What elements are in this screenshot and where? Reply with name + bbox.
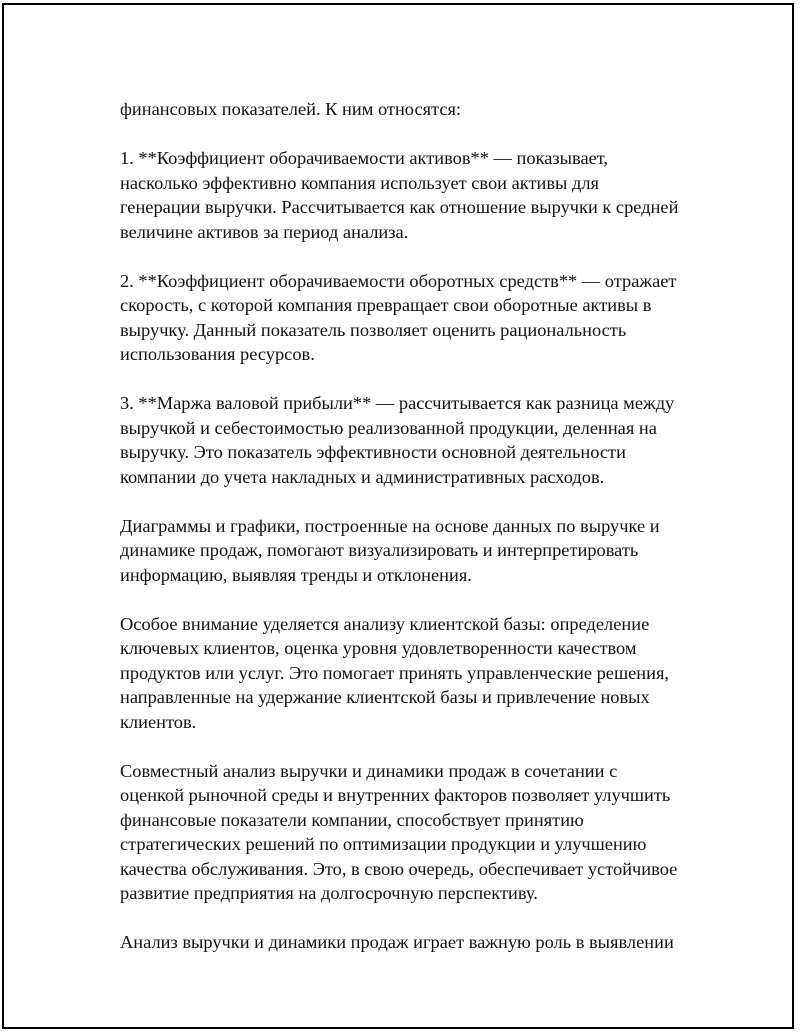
paragraph-joint-analysis [120,759,700,906]
text-line: ключевых клиентов, оценка уровня удовлетворенности качеством [120,638,637,658]
text-line: 2. **Коэффициент оборачиваемости оборотных средств** — отражает [120,270,677,291]
text-line: Особое внимание уделяется анализу клиентской базы: определение [120,613,650,634]
text-line: клиентов. [120,711,197,732]
text-line: направленные на удержание клиентской базы и привлечение новых [120,687,650,707]
text-line: стратегических решений по оптимизации продукции и улучшению [120,834,647,854]
paragraph-charts [120,514,700,588]
text-line: величине активов за период анализа. [120,221,409,242]
text-line: компании до учета накладных и административных расходов. [120,466,605,487]
text-line: развитие предприятия на долгосрочную перспективу. [120,883,538,903]
text-line: оценкой рыночной среды и внутренних факторов позволяет улучшить [120,785,671,805]
paragraph-asset-turnover [120,146,700,244]
text-line: выручку. Данный показатель позволяет оценить рациональность [120,319,627,340]
paragraph-intro [120,97,700,122]
text-line: динамике продаж, помогают визуализировать и интерпретировать [120,540,639,560]
text-line: финансовые показатели компании, способствует принятию [120,809,584,830]
paragraph-closing [120,930,700,955]
text-line: информацию, выявляя тренды и отклонения. [120,564,472,585]
paragraph-gross-margin [120,391,700,489]
paragraph-client-base [120,612,700,735]
text-line: выручку. Это показатель эффективности основной деятельности [120,442,626,462]
text-line: использования ресурсов. [120,344,315,364]
text-line: скорость, с которой компания превращает свои оборотные активы в [120,295,652,315]
text-line: генерации выручки. Рассчитывается как отношение выручки к средней [120,197,679,217]
text-line: выручкой и себестоимостью реализованной продукции, деленная на [120,417,657,438]
text-line: Совместный анализ выручки и динамики продаж в сочетании с [120,760,618,781]
document-body [120,97,700,979]
text-line: качества обслуживания. Это, в свою очередь, обеспечивает устойчивое [120,858,678,879]
text-line: Диаграммы и графики, построенные на основе данных по выручке и [120,515,660,536]
document-page [2,3,794,1029]
text-line: финансовых показателей. К ним относятся: [120,99,462,119]
text-line: 3. **Маржа валовой прибыли** — рассчитывается как разница между [120,393,675,413]
text-line: насколько эффективно компания использует свои активы для [120,172,599,193]
text-line: Анализ выручки и динамики продаж играет важную роль в выявлении [120,932,674,952]
paragraph-working-capital-turnover [120,269,700,367]
text-line: 1. **Коэффициент оборачиваемости активов** — показывает, [120,148,609,168]
text-line: продуктов или услуг. Это помогает принять управленческие решения, [120,662,670,683]
